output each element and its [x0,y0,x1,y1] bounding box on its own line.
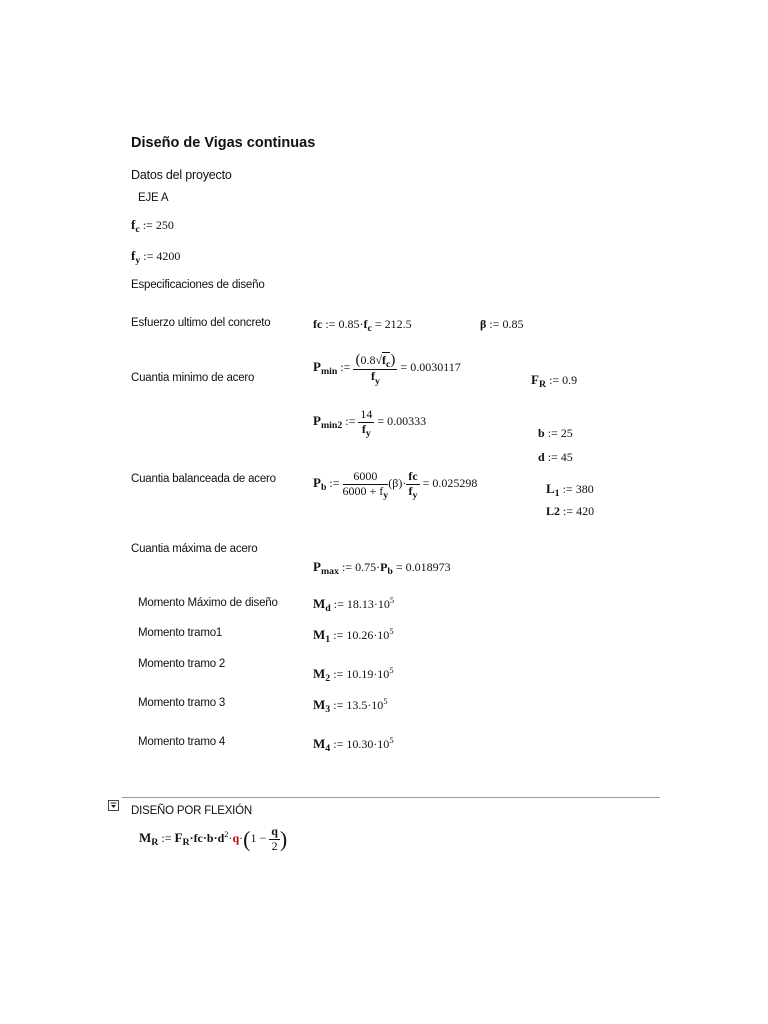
pb-num2-text: fc [408,469,418,483]
caret-down-icon [109,801,118,810]
pmin-lhs-sub: min [320,366,338,378]
fc-coef: 0.85 [338,317,360,331]
fc-fvar: f [363,317,368,331]
l1-sub: 1 [554,488,560,500]
mr-lhs-sub: R [151,837,159,849]
design-specs-heading: Especificaciones de diseño [131,279,265,291]
pmin-open-paren: ( [355,352,361,368]
pmin-den-sub: y [374,375,380,387]
moment-assign: := [333,628,344,642]
pmax-lhs-sub: max [320,566,339,578]
moment-equation[interactable] [313,665,394,685]
beta-definition[interactable] [480,317,523,332]
pb-denominator-1 [342,483,389,502]
axis-label: EJE A [138,192,169,204]
pmin2-assign: := [345,414,356,429]
pmin-numerator [353,352,397,370]
fc-ultimate-assign: := [325,317,336,331]
moment-assign: := [333,737,344,751]
d-value: 45 [560,450,573,464]
b-assign: := [547,426,558,440]
fy-name: f [131,248,136,263]
pb-label: Cuantia balanceada de acero [131,473,276,485]
fy-definition[interactable] [131,248,181,267]
moment-label: Momento tramo 3 [138,697,226,709]
pb-lhs: P [313,475,321,491]
fc-fsub: c [367,323,372,335]
pmin-lhs: P [313,358,321,374]
pb-fraction-1 [342,469,389,502]
pb-equation[interactable] [313,469,478,502]
pmin-coef: 0.8 [360,353,376,367]
l1-name: L [546,481,555,496]
mr-assign: := [161,831,172,846]
moment-exponent: 5 [389,665,394,675]
moment-assign: := [333,667,344,681]
fc-dot: · [359,317,364,331]
l1-value: 380 [575,482,594,496]
fc-ultimate-label: Esfuerzo ultimo del concreto [131,317,271,329]
pmin-denominator [353,369,397,387]
pb-dot: · [402,476,407,491]
moment-label: Momento tramo 4 [138,736,226,748]
moment-value: 18.13·10 [346,597,390,611]
moment-label: Momento tramo1 [138,627,223,639]
moment-label: Momento Máximo de diseño [138,597,278,609]
pmax-rsub: b [387,566,393,578]
moment-exponent: 5 [389,595,395,605]
mr-dot: · [228,831,233,846]
pmin2-denominator [358,421,374,440]
moment-value: 10.26·10 [346,628,390,642]
pmin2-den-sub: y [365,428,371,440]
moment-assign: := [333,698,344,712]
fc-name: f [131,217,136,232]
fc-definition[interactable] [131,217,174,236]
beta-symbol: β [480,317,487,331]
beta-value: 0.85 [502,317,524,331]
moment-name: M [313,627,326,642]
pmax-assign: := [341,560,353,574]
mr-close-paren: ) [279,826,288,852]
mr-dot-2: · [239,831,244,846]
b-definition[interactable] [538,426,573,441]
pmin-num-sub: c [386,359,391,371]
pmax-rvar: P [380,560,388,574]
pmin-result: = 0.0030117 [400,359,461,374]
moment-name: M [313,736,326,751]
moment-assign: := [333,597,344,611]
fr-assign: := [549,373,560,387]
moment-name: M [313,666,326,681]
moment-equation[interactable] [313,626,394,646]
mr-frac-num [269,825,280,840]
pmax-expr: 0.75· [355,560,381,574]
moment-sub: 3 [325,704,331,716]
mr-mid: ·fc·b·d [189,831,225,846]
pb-denominator-2 [406,483,419,502]
moment-name: M [313,697,326,712]
mr-frac-den: 2 [271,838,278,853]
moment-sub: 4 [325,743,331,755]
page-title: Diseño de Vigas continuas [131,135,316,151]
fy-sub: y [135,255,141,267]
pb-result: = 0.025298 [422,476,478,491]
fc-result: = 212.5 [374,317,412,331]
pb-beta: (β) [388,476,403,491]
moment-equation[interactable] [313,735,394,755]
l2-name: L2 [546,504,561,518]
pb-lhs-sub: b [320,482,327,494]
moment-value: 13.5·10 [346,698,384,712]
fy-assign: := [143,249,154,263]
flexure-section-title: DISEÑO POR FLEXIÓN [131,805,253,817]
moment-exponent: 5 [389,735,394,745]
project-data-heading: Datos del proyecto [131,168,232,182]
b-value: 25 [560,426,573,440]
pb-den1-text: 6000 + f [342,483,384,498]
moment-equation[interactable] [313,696,388,716]
fc-ultimate-equation[interactable] [313,317,412,335]
pmin2-lhs: P [313,413,321,429]
pmin-close-paren: ) [390,352,396,368]
fc-value: 250 [155,218,174,232]
moment-exponent: 5 [389,626,394,636]
l2-assign: := [563,504,574,518]
mr-frac-num-text: q [271,824,278,838]
section-collapse-toggle[interactable] [108,800,119,811]
moment-sub: 2 [325,673,331,685]
moment-label: Momento tramo 2 [138,658,226,670]
pmax-label: Cuantia máxima de acero [131,543,258,555]
pmin-root: √ [375,353,383,367]
fr-value: 0.9 [562,373,578,387]
mr-open-paren: ( [243,826,251,852]
pb-den2-var: f [408,483,413,498]
pb-den1-sub: y [383,490,389,502]
pb-den2-sub: y [412,490,418,502]
fr-definition[interactable] [531,372,578,391]
fy-value: 4200 [156,249,181,263]
pmin-fraction [353,352,397,387]
pmin2-lhs-sub: min2 [320,420,343,432]
pb-numerator-2 [406,470,419,485]
mr-fraction [269,825,280,854]
fr-name: F [531,372,539,387]
mr-q: q [232,831,240,846]
d-name: d [538,450,545,464]
moment-equation[interactable] [313,595,395,615]
d-definition[interactable] [538,450,573,465]
fc-sub: c [135,224,140,236]
pb-numerator-1: 6000 [343,470,389,485]
fc-lhs: fc [313,317,323,331]
pmin-equation[interactable] [313,352,461,387]
pmin-assign: := [340,359,351,374]
l1-definition[interactable] [546,481,594,500]
pmin-label: Cuantia minimo de acero [131,372,255,384]
moment-value: 10.30·10 [346,737,390,751]
pmin-num-var: f [382,353,387,367]
pmax-lhs: P [313,559,321,574]
fr-sub: R [538,379,547,391]
mr-f-sub: R [182,837,190,849]
pmin2-result: = 0.00333 [377,414,427,429]
section-divider [122,797,660,798]
pb-assign: := [329,476,340,491]
b-name: b [538,426,545,440]
d-assign: := [547,450,558,464]
pmin2-fraction [358,407,374,440]
l2-value: 420 [576,504,595,518]
moment-exponent: 5 [383,696,388,706]
moment-sub: d [325,603,331,615]
pmin-den-var: f [370,369,375,384]
l2-definition[interactable] [546,504,594,519]
mr-lhs: M [139,830,152,846]
mr-d-exponent: 2 [224,830,229,840]
pmax-equation[interactable] [313,559,451,578]
pmin2-numerator: 14 [360,407,373,421]
mr-one-minus: 1 − [250,831,267,846]
mr-f: F [174,830,183,846]
l1-assign: := [562,482,573,496]
flexure-equation[interactable] [139,825,287,854]
pb-fraction-2 [406,469,419,502]
pmax-result: = 0.018973 [395,560,451,574]
beta-assign: := [489,317,500,331]
moment-name: M [313,596,326,611]
moment-sub: 1 [325,634,331,646]
moment-value: 10.19·10 [346,667,390,681]
fc-assign: := [142,218,153,232]
pmin2-equation[interactable] [313,407,427,440]
pmin2-den-var: f [361,421,366,436]
